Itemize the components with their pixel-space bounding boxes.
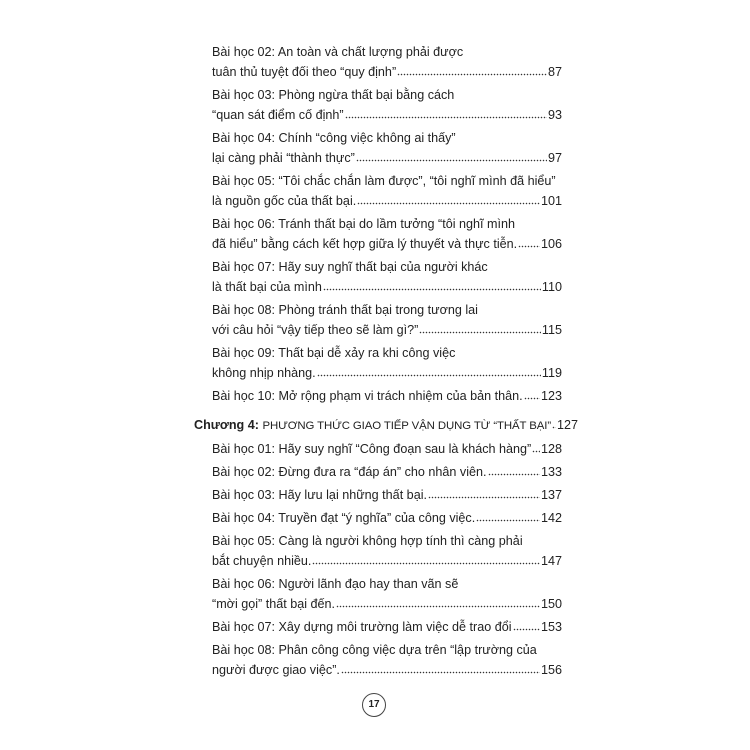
entry-title-line: Bài học 08: Phòng tránh thất bại trong tương lai [212, 303, 478, 317]
entry-title-line: Bài học 06: Tránh thất bại do lầm tưởng “tôi nghĩ mình [212, 217, 516, 231]
entry-page-number: 142 [540, 511, 562, 525]
entry-page-number: 128 [540, 442, 562, 456]
toc-entry [194, 386, 562, 406]
entry-title-end: là nguồn gốc của thất bại. [212, 194, 357, 208]
dot-leader [532, 450, 540, 453]
entry-title-end: “quan sát điểm cố định” [212, 108, 344, 122]
dot-leader [356, 159, 547, 162]
page-number-badge: 17 [362, 693, 386, 717]
toc-entry [194, 531, 562, 571]
dot-leader [518, 245, 540, 248]
toc-entry [194, 85, 562, 125]
entry-title-end: đã hiểu” bằng cách kết hợp giữa lý thuyết và thực tiễn. [212, 237, 518, 251]
dot-leader [341, 671, 540, 674]
toc-entry [194, 439, 562, 459]
dot-leader [336, 605, 540, 608]
entry-title-line: Bài học 08: Phân công công việc dựa trên “lập trường của [212, 643, 537, 657]
entry-title-end: tuân thủ tuyệt đối theo “quy định” [212, 65, 397, 79]
dot-leader [476, 519, 540, 522]
entry-page-number: 156 [540, 663, 562, 677]
entry-title-line: Bài học 09: Thất bại dễ xảy ra khi công việc [212, 346, 456, 360]
toc-entry [194, 171, 562, 211]
dot-leader [317, 374, 541, 377]
entry-page-number: 123 [540, 389, 562, 403]
entry-title-end: không nhịp nhàng. [212, 366, 316, 380]
entry-title-line: Bài học 05: Càng là người không hợp tính thì càng phải [212, 534, 523, 548]
dot-leader [428, 496, 540, 499]
toc-entry [194, 257, 562, 297]
chapter-page: 127 [557, 418, 579, 432]
entry-page-number: 110 [541, 280, 562, 294]
entry-page-number: 93 [547, 108, 562, 122]
toc-entry [194, 128, 562, 168]
toc-entry [194, 617, 562, 637]
entry-title-end: bắt chuyện nhiều. [212, 554, 312, 568]
entry-title-end: Bài học 04: Truyền đạt “ý nghĩa” của công việc. [212, 511, 476, 525]
toc-entry [194, 214, 562, 254]
entry-title-line: Bài học 07: Hãy suy nghĩ thất bại của người khác [212, 260, 488, 274]
toc-entry [194, 485, 562, 505]
entry-title-end: với câu hỏi “vậy tiếp theo sẽ làm gì?” [212, 323, 419, 337]
dot-leader [397, 73, 547, 76]
entry-title-end: Bài học 10: Mở rộng phạm vi trách nhiệm của bản thân. [212, 389, 523, 403]
toc-entry [194, 42, 562, 82]
entry-title-end: Bài học 07: Xây dựng môi trường làm việc dễ trao đổi [212, 620, 512, 634]
entry-title-end: lại càng phải “thành thực” [212, 151, 355, 165]
dot-leader [419, 331, 541, 334]
toc-entry [194, 640, 562, 680]
chapter-title: PHƯƠNG THỨC GIAO TIẾP VẬN DỤNG TỪ “THẤT BẠI” [262, 420, 552, 432]
entry-title-end: là thất bại của mình [212, 280, 322, 294]
toc-entry [194, 462, 562, 482]
dot-leader [524, 397, 540, 400]
toc-entry [194, 574, 562, 614]
entry-title-end: “mời gọi” thất bại đến. [212, 597, 336, 611]
entry-page-number: 137 [540, 488, 562, 502]
entry-page-number: 97 [547, 151, 562, 165]
entry-page-number: 87 [547, 65, 562, 79]
entry-title-end: Bài học 03: Hãy lưu lại những thất bại. [212, 488, 427, 502]
entry-title-line: Bài học 06: Người lãnh đạo hay than vãn sẽ [212, 577, 459, 591]
toc-section-chapter-4 [194, 439, 562, 680]
toc-entry [194, 508, 562, 528]
entry-title-line: Bài học 03: Phòng ngừa thất bại bằng cách [212, 88, 455, 102]
entry-title-line: Bài học 02: An toàn và chất lượng phải được [212, 45, 464, 59]
toc-section-chapter-3 [194, 42, 562, 406]
entry-title-end: Bài học 02: Đừng đưa ra “đáp án” cho nhân viên. [212, 465, 487, 479]
dot-leader [312, 562, 540, 565]
dot-leader [552, 426, 556, 429]
dot-leader [323, 288, 541, 291]
entry-page-number: 153 [540, 620, 562, 634]
entry-page-number: 106 [540, 237, 562, 251]
entry-page-number: 147 [540, 554, 562, 568]
table-of-contents [194, 42, 579, 683]
entry-page-number: 150 [540, 597, 562, 611]
entry-title-line: Bài học 05: “Tôi chắc chắn làm được”, “tôi nghĩ mình đã hiểu” [212, 174, 556, 188]
dot-leader [488, 473, 540, 476]
chapter-heading [194, 415, 579, 436]
toc-entry [194, 343, 562, 383]
dot-leader [357, 202, 540, 205]
chapter-number: Chương 4: [194, 418, 259, 432]
entry-page-number: 101 [540, 194, 562, 208]
entry-title-end: người được giao việc”. [212, 663, 340, 677]
dot-leader [345, 116, 547, 119]
entry-title-line: Bài học 04: Chính “công việc không ai thấy” [212, 131, 456, 145]
entry-page-number: 119 [541, 366, 562, 380]
entry-page-number: 133 [540, 465, 562, 479]
dot-leader [513, 628, 540, 631]
entry-page-number: 115 [541, 323, 562, 337]
entry-title-end: Bài học 01: Hãy suy nghĩ “Công đoạn sau là khách hàng” [212, 442, 532, 456]
toc-entry [194, 300, 562, 340]
